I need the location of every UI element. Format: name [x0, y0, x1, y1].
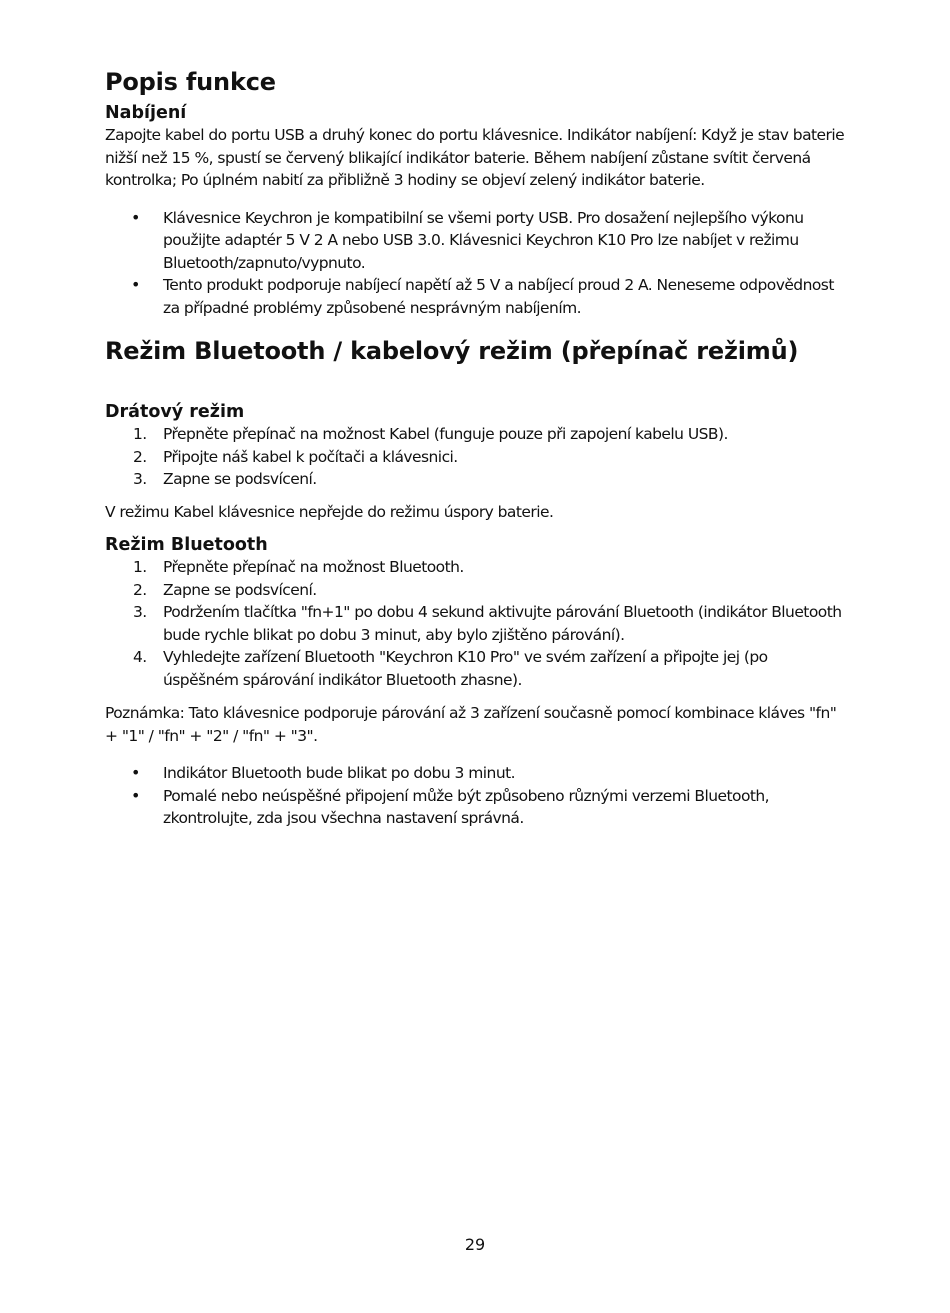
- list-item: [105, 468, 845, 491]
- bullet-marker: •: [131, 207, 140, 227]
- list-item-text: Zapne se podsvícení.: [163, 470, 317, 488]
- list-item-text: Přepněte přepínač na možnost Bluetooth.: [163, 558, 464, 576]
- list-item-text: Pomalé nebo neúspěšné připojení může být způsobeno různými verzemi Bluetooth, zkontrolujte, zda jsou všechna nastavení správná.: [163, 786, 770, 827]
- bluetooth-mode-heading: Režim Bluetooth: [105, 535, 268, 555]
- step-number: 4.: [133, 648, 147, 666]
- list-item: [105, 556, 845, 579]
- list-item-text: Tento produkt podporuje nabíjecí napětí až 5 V a nabíjecí proud 2 A. Neneseme odpovědnost za případné problémy způsobené nesprávným nabíjením.: [163, 276, 834, 317]
- bluetooth-steps-list: [105, 556, 845, 691]
- list-item: [105, 579, 845, 602]
- step-number: 2.: [133, 447, 147, 466]
- step-number: 3.: [133, 603, 147, 621]
- list-item: [105, 274, 845, 319]
- section-title: Popis funkce: [105, 68, 276, 96]
- wired-mode-heading: Drátový režim: [105, 402, 245, 422]
- list-item: [105, 446, 845, 469]
- mode-section-title: Režim Bluetooth / kabelový režim (přepínač režimů): [105, 337, 799, 365]
- list-item-text: Přepněte přepínač na možnost Kabel (funguje pouze při zapojení kabelu USB).: [163, 425, 728, 443]
- bluetooth-bullet-list: [105, 762, 845, 830]
- wired-steps-list: [105, 423, 845, 491]
- wired-mode-note: V režimu Kabel klávesnice nepřejde do režimu úspory baterie.: [105, 502, 554, 521]
- list-item-text: Indikátor Bluetooth bude blikat po dobu 3 minut.: [163, 764, 516, 782]
- list-item-text: Připojte náš kabel k počítači a klávesnici.: [163, 447, 458, 466]
- step-number: 1.: [133, 425, 147, 443]
- charging-paragraph: Zapojte kabel do portu USB a druhý konec do portu klávesnice. Indikátor nabíjení: Když je stav baterie nižší než 15 %, spustí se červený blikající indikátor baterie. Během nabíjení zůstane svítit červená kontrolka; Po úplném nabití za přibližně 3 hodiny se objeví zelený indikátor baterie.: [105, 126, 845, 189]
- list-item: [105, 646, 845, 691]
- list-item-text: Zapne se podsvícení.: [163, 580, 317, 599]
- charging-heading: Nabíjení: [105, 103, 187, 123]
- step-number: 2.: [133, 580, 147, 599]
- step-number: 3.: [133, 470, 147, 488]
- list-item: [105, 207, 845, 275]
- list-item: [105, 762, 845, 785]
- charging-bullet-list: [105, 207, 845, 320]
- step-number: 1.: [133, 558, 147, 576]
- document-page: [105, 66, 845, 830]
- page-number: 29: [464, 1235, 486, 1254]
- list-item: [105, 423, 845, 446]
- bluetooth-pairing-note: Poznámka: Tato klávesnice podporuje párování až 3 zařízení současně pomocí kombinace kláves "fn" + "1" / "fn" + "2" / "fn" + "3".: [105, 704, 837, 745]
- bullet-marker: •: [131, 275, 140, 294]
- list-item-text: Vyhledejte zařízení Bluetooth "Keychron K10 Pro" ve svém zařízení a připojte jej (po úspěšném spárování indikátor Bluetooth zhasne).: [163, 648, 768, 689]
- bullet-marker: •: [131, 763, 140, 782]
- list-item-text: Klávesnice Keychron je kompatibilní se všemi porty USB. Pro dosažení nejlepšího výkonu použijte adaptér 5 V 2 A nebo USB 3.0. Klávesnici Keychron K10 Pro lze nabíjet v režimu Bluetooth/zapnuto/vypnuto.: [163, 208, 804, 272]
- list-item: [105, 785, 845, 830]
- bullet-marker: •: [131, 785, 140, 805]
- list-item-text: Podržením tlačítka "fn+1" po dobu 4 sekund aktivujte párování Bluetooth (indikátor Bluetooth bude rychle blikat po dobu 3 minut, aby bylo zjištěno párování).: [163, 603, 842, 644]
- list-item: [105, 601, 845, 646]
